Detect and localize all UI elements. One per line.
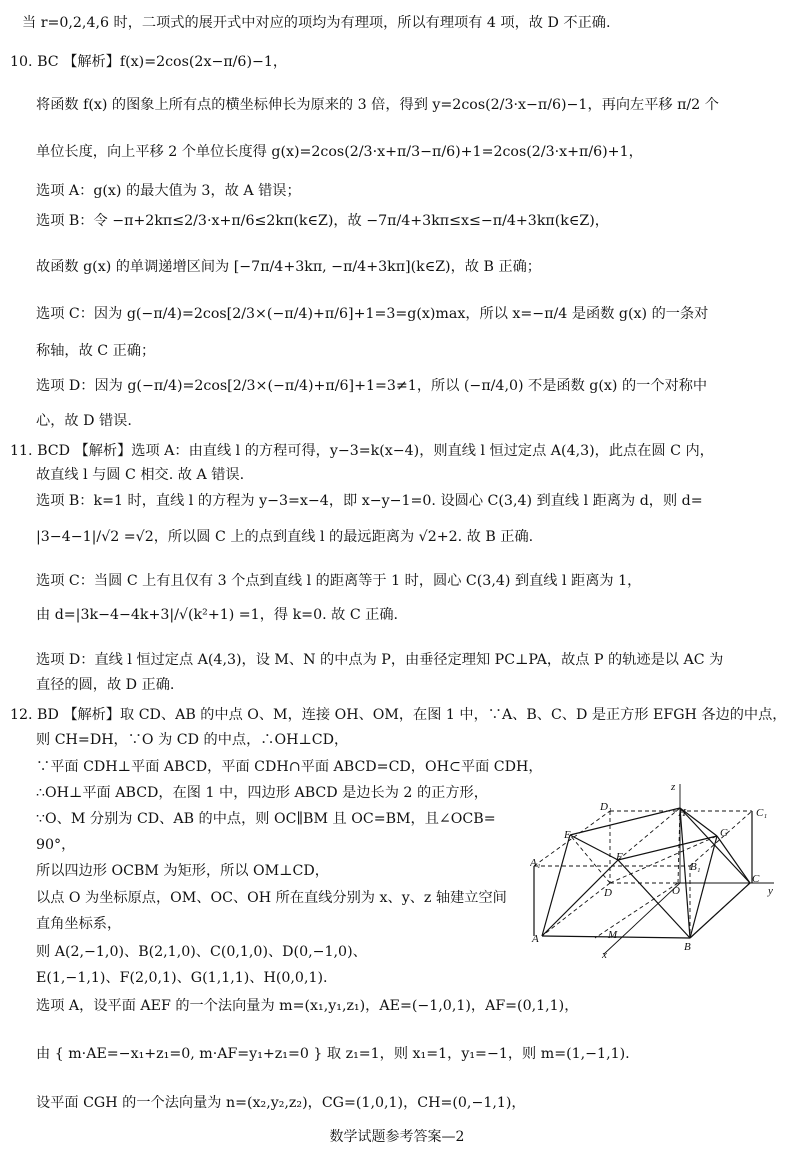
label-y: y xyxy=(768,885,773,897)
text-line-1: 当 r=0,2,4,6 时，二项式的展开式中对应的项均为有理项，所以有理项有 4 项，故 D 不正确. xyxy=(22,15,611,31)
text-line-32: 由 { m·AE=−x₁+z₁=0, m·AF=y₁+z₁=0 } 取 z₁=1，则 x₁=1，y₁=−1，则 m=(1,−1,1). xyxy=(36,1046,630,1062)
label-D1: D₁ xyxy=(600,801,612,813)
text-line-7: 故函数 g(x) 的单调递增区间为 [−7π/4+3kπ, −π/4+3kπ](k∈Z)，故 B 正确； xyxy=(36,259,541,275)
text-line-3: 将函数 f(x) 的图象上所有点的横坐标伸长为原来的 3 倍，得到 y=2cos(2/3·x−π/6)−1，再向左平移 π/2 个 xyxy=(36,97,719,113)
label-A1: A₁ xyxy=(530,857,541,869)
text-line-17: 由 d=|3k−4−4k+3|/√(k²+1) =1，得 k=0. 故 C 正确. xyxy=(36,607,399,623)
text-line-24: ∵O、M 分别为 CD、AB 的中点，则 OC∥BM 且 OC=BM，且∠OCB= xyxy=(36,811,496,827)
text-line-21: 则 CH=DH，∵O 为 CD 的中点，∴OH⊥CD， xyxy=(36,732,349,748)
label-C: C xyxy=(752,873,760,885)
text-line-25: 90°， xyxy=(36,837,76,853)
label-x: x xyxy=(602,949,607,960)
label-E: E xyxy=(564,829,571,841)
text-line-27: 以点 O 为坐标原点，OM、OC、OH 所在直线分别为 x、y、z 轴建立空间 xyxy=(36,890,507,906)
text-line-33: 设平面 CGH 的一个法向量为 n=(x₂,y₂,z₂)，CG=(1,0,1)，CH=(0,−1,1)， xyxy=(36,1095,526,1111)
label-F: F xyxy=(616,851,623,863)
text-line-10: 选项 D：因为 g(−π/4)=2cos[2/3×(−π/4)+π/6]+1=3≠1，所以 (−π/4,0) 不是函数 g(x) 的一个对称中 xyxy=(36,378,708,394)
text-line-22: ∵平面 CDH⊥平面 ABCD，平面 CDH∩平面 ABCD=CD，OH⊂平面 CDH， xyxy=(36,759,543,775)
text-line-30: E(1,−1,1)、F(2,0,1)、G(1,1,1)、H(0,0,1). xyxy=(36,970,328,986)
label-H: H xyxy=(678,807,686,819)
text-line-23: ∴OH⊥平面 ABCD，在图 1 中，四边形 ABCD 是边长为 2 的正方形， xyxy=(36,785,488,801)
text-line-20: 12. BD 【解析】取 CD、AB 的中点 O、M，连接 OH、OM，在图 1 中，∵A、B、C、D 是正方形 EFGH 各边的中点， xyxy=(10,707,787,723)
label-M: M xyxy=(608,929,618,941)
label-D: D xyxy=(604,887,612,899)
text-line-12: 11. BCD 【解析】选项 A：由直线 l 的方程可得，y−3=k(x−4)，则直线 l 恒过定点 A(4,3)，此点在圆 C 内， xyxy=(10,443,714,459)
text-line-9: 称轴，故 C 正确； xyxy=(36,343,156,359)
text-line-4: 单位长度，向上平移 2 个单位长度得 g(x)=2cos(2/3·x+π/3−π/6)+1=2cos(2/3·x+π/6)+1， xyxy=(36,144,643,160)
label-O: O xyxy=(672,885,680,897)
label-G: G xyxy=(720,827,728,839)
text-line-26: 所以四边形 OCBM 为矩形，所以 OM⊥CD， xyxy=(36,863,329,879)
text-line-11: 心，故 D 错误. xyxy=(36,413,132,429)
text-line-13: 故直线 l 与圆 C 相交. 故 A 错误. xyxy=(36,467,245,483)
text-line-8: 选项 C：因为 g(−π/4)=2cos[2/3×(−π/4)+π/6]+1=3=g(x)max，所以 x=−π/4 是函数 g(x) 的一条对 xyxy=(36,306,709,322)
text-line-16: 选项 C：当圆 C 上有且仅有 3 个点到直线 l 的距离等于 1 时，圆心 C(3,4) 到直线 l 距离为 1， xyxy=(36,573,642,589)
text-line-29: 则 A(2,−1,0)、B(2,1,0)、C(0,1,0)、D(0,−1,0)、 xyxy=(36,944,367,960)
text-line-6: 选项 B：令 −π+2kπ≤2/3·x+π/6≤2kπ(k∈Z)，故 −7π/4+3kπ≤x≤−π/4+3kπ(k∈Z)， xyxy=(36,213,609,229)
geometry-figure xyxy=(530,778,782,960)
text-line-31: 选项 A，设平面 AEF 的一个法向量为 m=(x₁,y₁,z₁)，AE=(−1,0,1)，AF=(0,1,1)， xyxy=(36,998,579,1014)
text-line-18: 选项 D：直线 l 恒过定点 A(4,3)，设 M、N 的中点为 P，由垂径定理知 PC⊥PA，故点 P 的轨迹是以 AC 为 xyxy=(36,652,724,668)
text-line-19: 直径的圆，故 D 正确. xyxy=(36,677,175,693)
text-line-15: |3−4−1|/√2 =√2，所以圆 C 上的点到直线 l 的最远距离为 √2+2. 故 B 正确. xyxy=(36,529,534,545)
label-z: z xyxy=(671,781,676,793)
label-A: A xyxy=(532,933,539,945)
text-line-5: 选项 A：g(x) 的最大值为 3，故 A 错误； xyxy=(36,183,301,199)
text-line-14: 选项 B：k=1 时，直线 l 的方程为 y−3=x−4，即 x−y−1=0. 设圆心 C(3,4) 到直线 l 距离为 d，则 d= xyxy=(36,493,703,509)
page-footer: 数学试题参考答案—2 xyxy=(329,1129,465,1145)
label-B1: B₁ xyxy=(690,861,701,873)
text-line-28: 直角坐标系， xyxy=(36,916,122,932)
label-C1: C₁ xyxy=(756,807,768,819)
text-line-2: 10. BC 【解析】f(x)=2cos(2x−π/6)−1， xyxy=(10,54,288,70)
label-B: B xyxy=(684,941,691,953)
